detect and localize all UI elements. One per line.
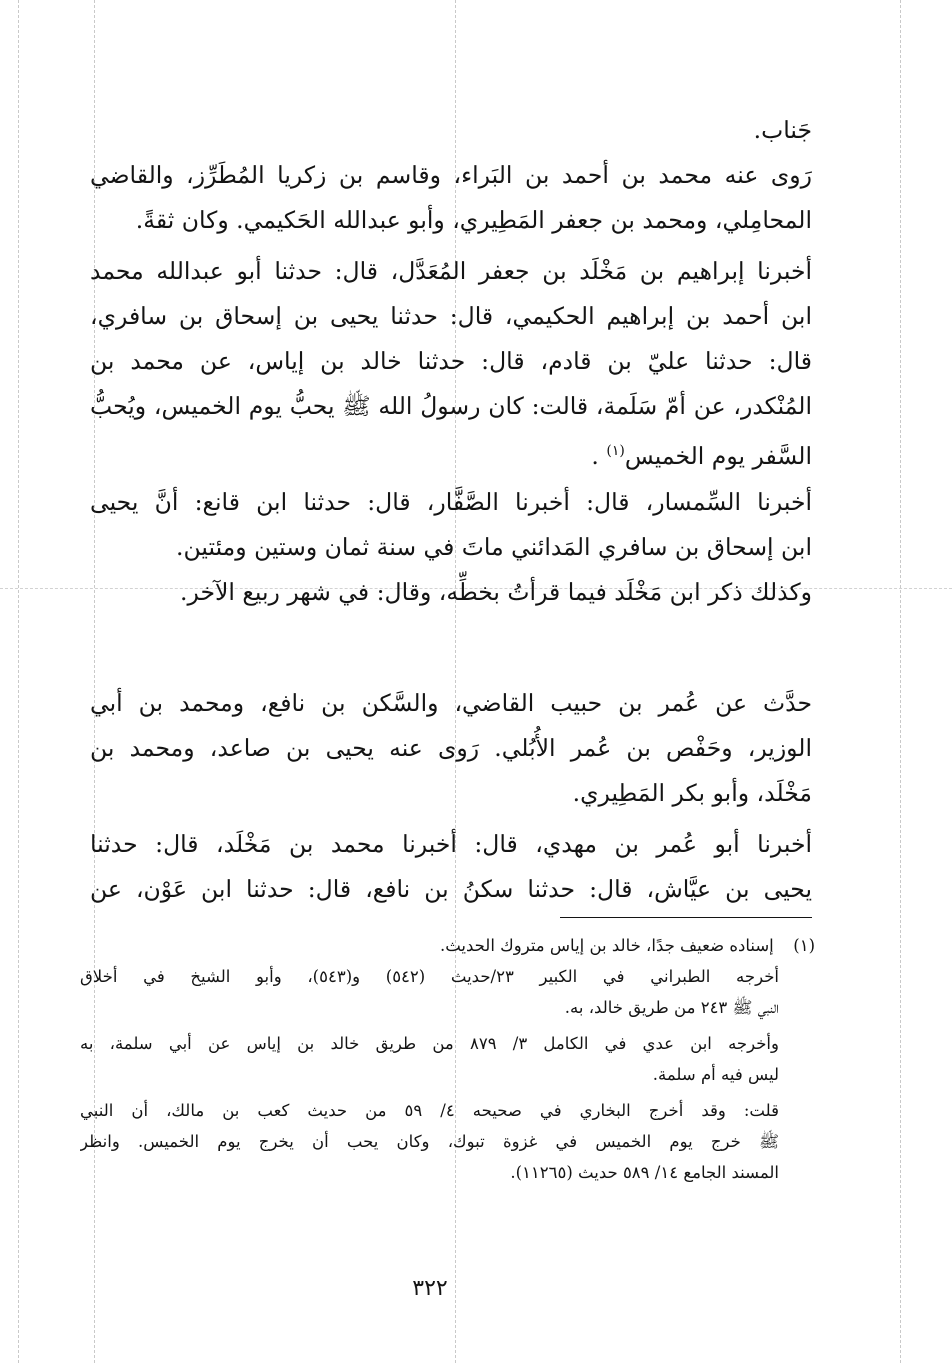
scan-guide-line — [900, 0, 901, 1363]
entry-heading — [90, 615, 812, 675]
footnotes — [80, 930, 815, 1188]
main-text — [90, 108, 812, 912]
body-line: يحيى بن عيَّاش، قال: حدثنا سكنُ بن نافع، قال: حدثنا ابن عَوْن، عن — [90, 875, 812, 903]
footnote-divider — [560, 917, 812, 918]
body-text: . — [591, 441, 599, 470]
body-line: أخبرنا السِّمسار، قال: أخبرنا الصَّفَّار، قال: حدثنا ابن قانع: أنَّ يحيى — [90, 488, 812, 516]
body-line: جَناب. — [753, 116, 812, 144]
body-line — [90, 429, 812, 474]
footnote-line: ليس فيه أم سلمة. — [652, 1065, 779, 1084]
footnote-line: أخرجه الطبراني في الكبير ٢٣/حديث (٥٤٢) و(٥٤٣)، وأبو الشيخ في أخلاق — [80, 967, 779, 986]
body-line: ابن إسحاق بن سافري المَدائني ماتَ في سنة ثمان وستين ومئتين. — [176, 533, 812, 561]
body-line: المحامِلي، ومحمد بن جعفر المَطِيري، وأبو عبدالله الحَكيمي. وكان ثقةً. — [135, 206, 812, 234]
body-line: قال: حدثنا عليّ بن قادم، قال: حدثنا خالد بن إياس، عن محمد بن — [90, 347, 812, 375]
scan-guide-line — [18, 0, 19, 1363]
body-line: رَوى عنه محمد بن أحمد بن البَراء، وقاسم بن زكريا المُطَرِّز، والقاضي — [90, 161, 812, 189]
footnote-line — [80, 930, 815, 961]
footnote-line: قلت: وقد أخرج البخاري في صحيحه ٤/ ٥٩ من حديث كعب بن مالك، أن النبي — [80, 1101, 779, 1120]
body-line: ابن أحمد بن إبراهيم الحكيمي، قال: حدثنا يحيى بن إسحاق بن سافري، — [90, 302, 812, 330]
footnote-ref: (١) — [606, 443, 625, 459]
body-line: الوزير، وحَفْص بن عُمر الأُبُلي. رَوى عنه يحيى بن صاعد، ومحمد بن — [90, 734, 812, 762]
footnote-text: إسناده ضعيف جدًا، خالد بن إياس متروك الحديث. — [439, 936, 774, 955]
footnote-number: (١) — [793, 936, 815, 955]
body-line: حدَّث عن عُمر بن حبيب القاضي، والسَّكن بن نافع، ومحمد بن أبي — [90, 689, 812, 717]
body-text: السَّفر يوم الخميس — [624, 441, 812, 470]
page-number: ٣٢٢ — [412, 1276, 448, 1301]
body-line: مَخْلَد، وأبو بكر المَطِيري. — [572, 779, 812, 807]
footnote-line: ﷺ خرج يوم الخميس في غزوة تبوك، وكان يحب أن يخرج يوم الخميس. وانظر — [80, 1132, 779, 1151]
body-line: أخبرنا أبو عُمر بن مهدي، قال: أخبرنا محمد بن مَخْلَد، قال: حدثنا — [90, 830, 812, 858]
footnote-line: وأخرجه ابن عدي في الكامل ٣/ ٨٧٩ من طريق خالد بن إياس عن أبي سلمة، به — [80, 1034, 779, 1053]
body-line: وكذلك ذكر ابن مَخْلَد فيما قرأتُ بخطِّه، وقال: في شهر ربيع الآخر. — [180, 578, 812, 606]
footnote-line: النبي ﷺ ٢٤٣ من طريق خالد، به. — [564, 998, 779, 1017]
body-line: المُنْكدر، عن أمّ سَلَمة، قالت: كان رسولُ الله ﷺ يحبُّ يوم الخميس، ويُحبُّ — [90, 392, 812, 420]
body-line: أخبرنا إبراهيم بن مَخْلَد بن جعفر المُعَدَّل، قال: حدثنا أبو عبدالله محمد — [90, 257, 812, 285]
footnote-line: المسند الجامع ١٤/ ٥٨٩ حديث (١١٢٦٥). — [510, 1163, 779, 1182]
